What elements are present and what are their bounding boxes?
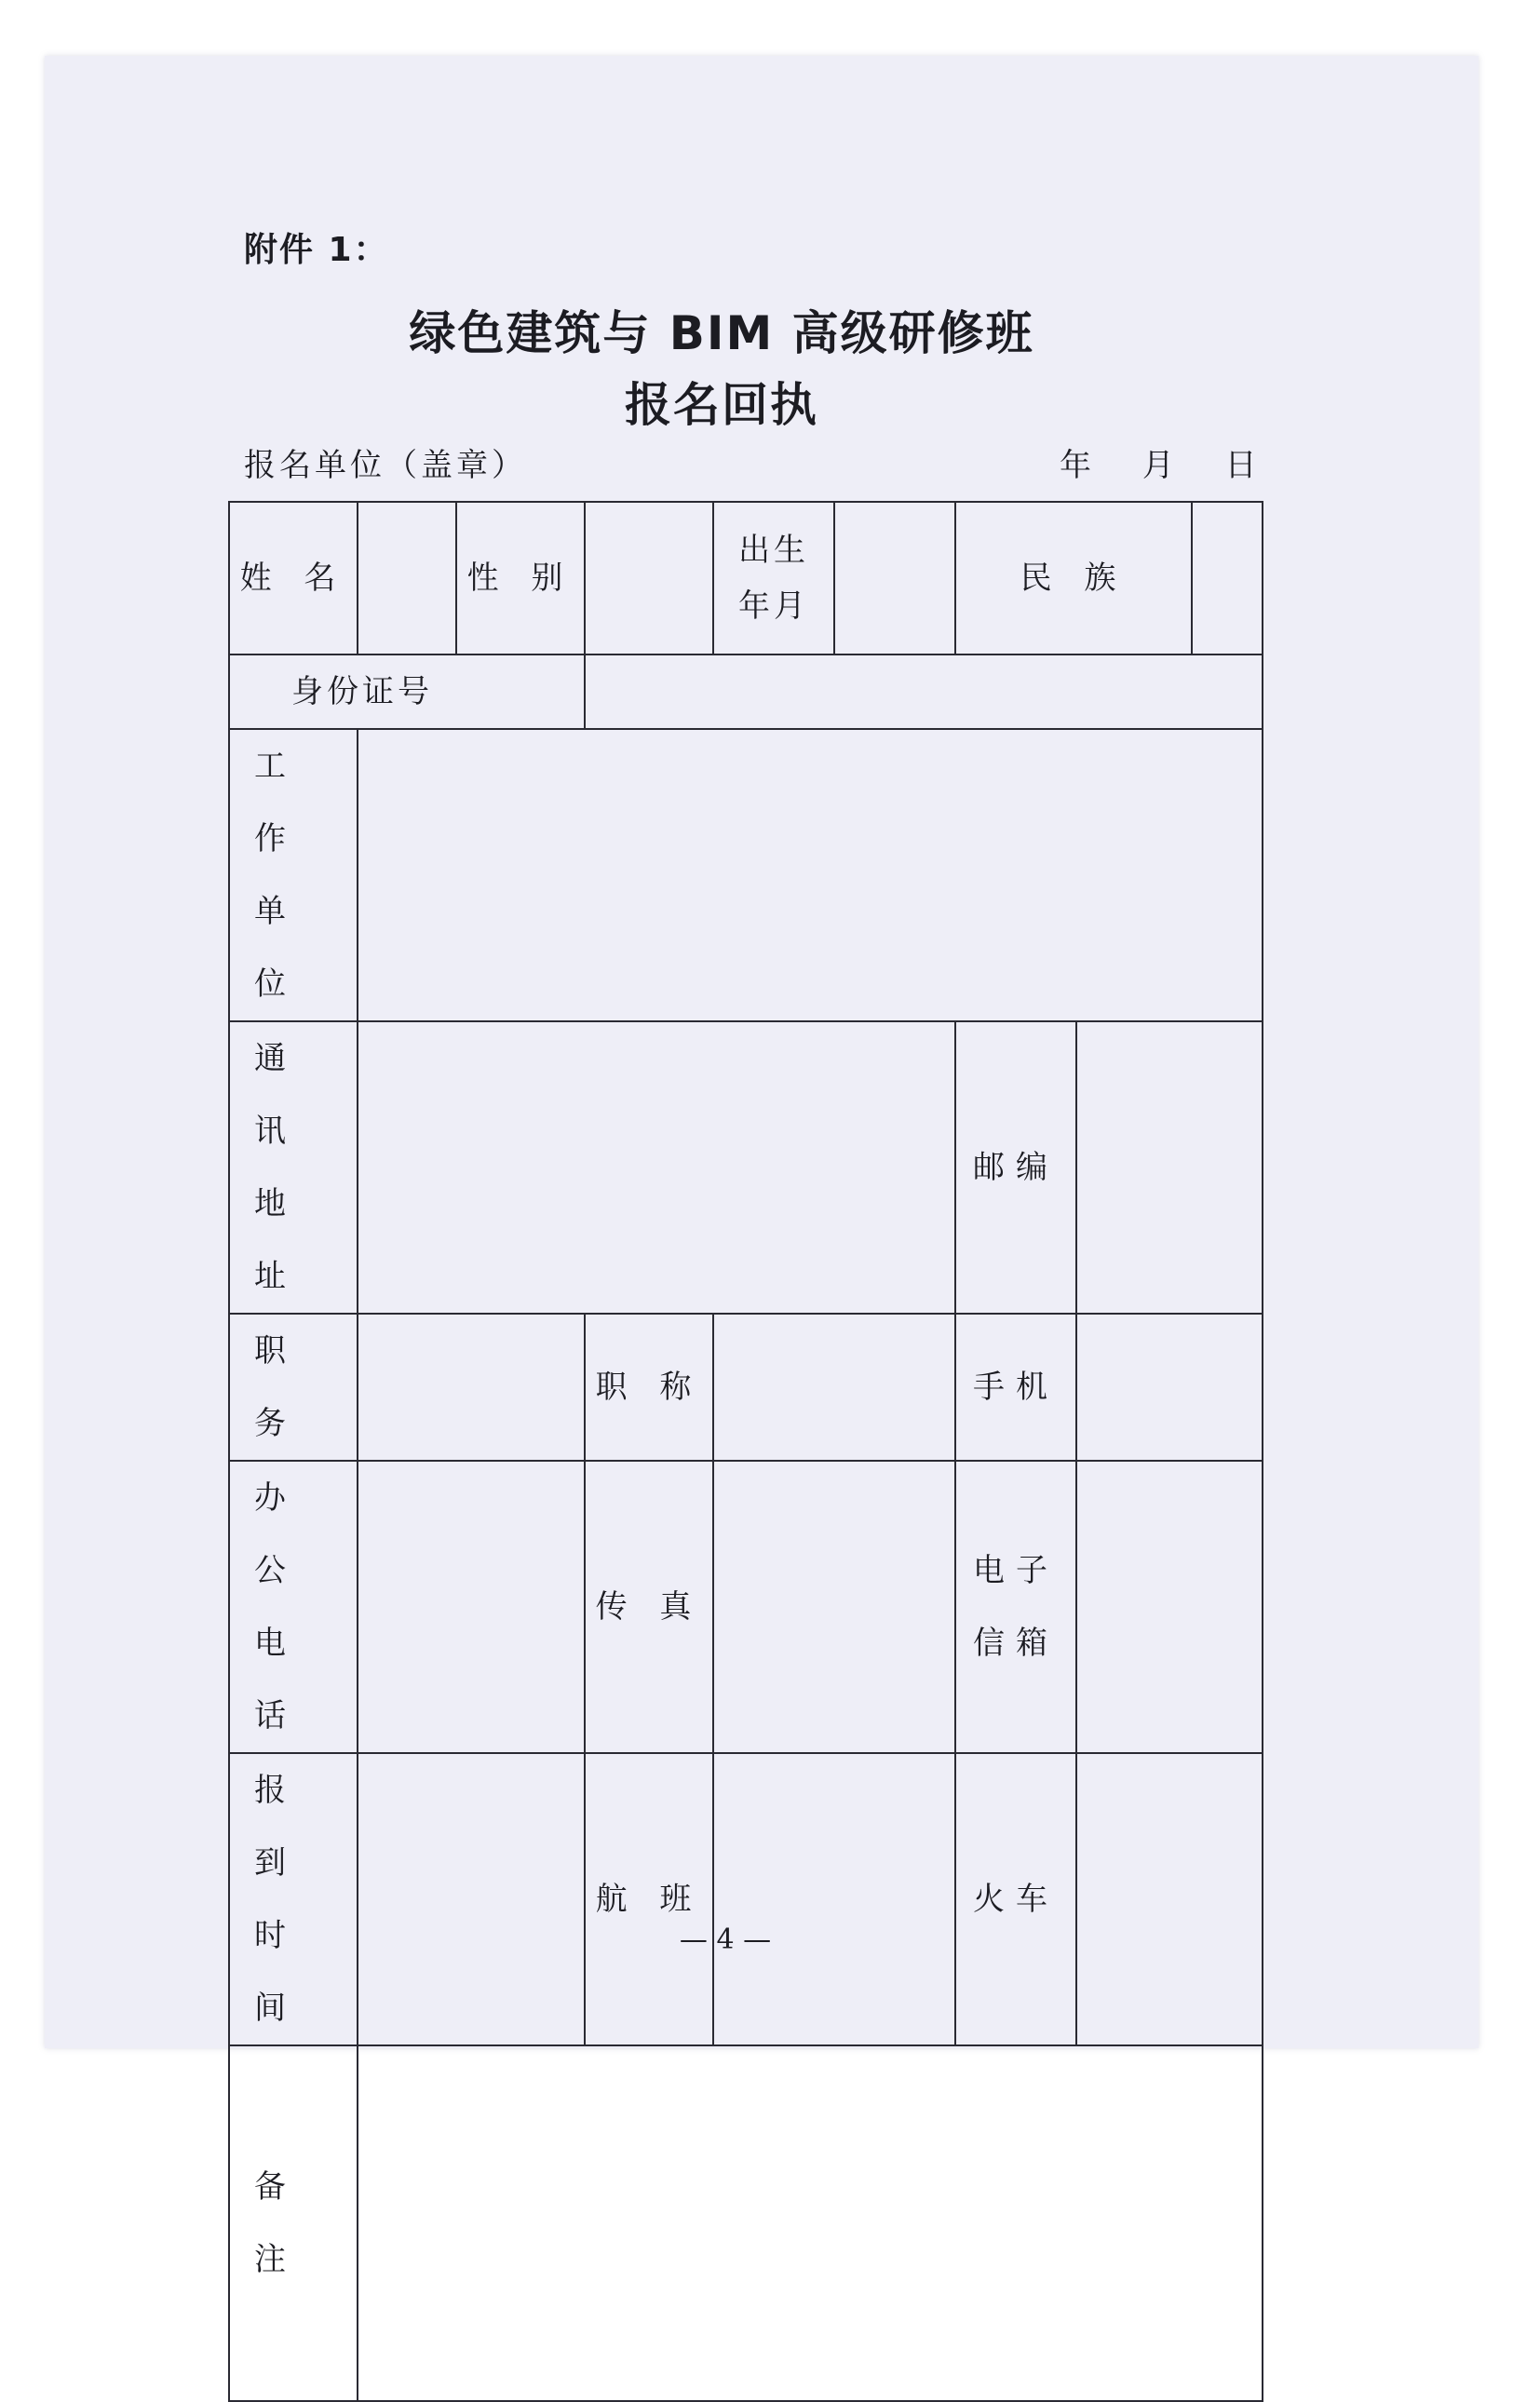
postcode-label: 邮编 [955, 1021, 1076, 1314]
id-number-label: 身份证号 [229, 654, 585, 729]
arrival-time-field[interactable] [358, 1753, 585, 2045]
name-label: 姓 名 [229, 502, 358, 654]
fax-field[interactable] [713, 1461, 955, 1753]
flight-field[interactable] [713, 1753, 955, 2045]
name-field[interactable] [358, 502, 456, 654]
page-number: — 4 — [679, 1923, 772, 1956]
address-label: 通 讯 地 址 [229, 1021, 358, 1314]
remarks-label: 备 注 [229, 2045, 358, 2401]
ethnicity-label: 民 族 [955, 502, 1192, 654]
email-label: 电子 信箱 [955, 1461, 1076, 1753]
ethnicity-field[interactable] [1192, 502, 1263, 654]
attachment-label: 附件 1： [244, 231, 389, 269]
office-phone-field[interactable] [358, 1461, 585, 1753]
work-unit-label: 工 作 单 位 [229, 729, 358, 1021]
train-label: 火车 [955, 1753, 1076, 2045]
date-line [1060, 439, 1257, 485]
month-label: 月 [1141, 447, 1174, 484]
email-field[interactable] [1076, 1461, 1263, 1753]
gender-field[interactable] [585, 502, 713, 654]
work-unit-field[interactable] [358, 729, 1263, 1021]
unit-label: 报名单位（盖章） [244, 447, 527, 484]
title-field[interactable] [713, 1314, 955, 1461]
page-title: 绿色建筑与 BIM 高级研修班 [409, 306, 1034, 360]
year-label: 年 [1060, 447, 1091, 484]
mobile-label: 手机 [955, 1314, 1076, 1461]
train-field[interactable] [1076, 1753, 1263, 2045]
postcode-field[interactable] [1076, 1021, 1263, 1314]
registration-form [228, 501, 1263, 2402]
id-number-field[interactable] [585, 654, 1263, 729]
remarks-field[interactable] [358, 2045, 1263, 2401]
gender-label: 性 别 [456, 502, 585, 654]
birth-field[interactable] [834, 502, 955, 654]
office-phone-label: 办 公 电 话 [229, 1461, 358, 1753]
arrival-time-label: 报 到 时 间 [229, 1753, 358, 2045]
mobile-field[interactable] [1076, 1314, 1263, 1461]
birth-label: 出生 年月 [713, 502, 834, 654]
position-label: 职 务 [229, 1314, 358, 1461]
position-field[interactable] [358, 1314, 585, 1461]
fax-label: 传 真 [585, 1461, 713, 1753]
flight-label: 航 班 [585, 1753, 713, 2045]
page-subtitle: 报名回执 [625, 378, 818, 432]
title-label: 职 称 [585, 1314, 713, 1461]
address-field[interactable] [358, 1021, 955, 1314]
day-label: 日 [1224, 447, 1257, 484]
